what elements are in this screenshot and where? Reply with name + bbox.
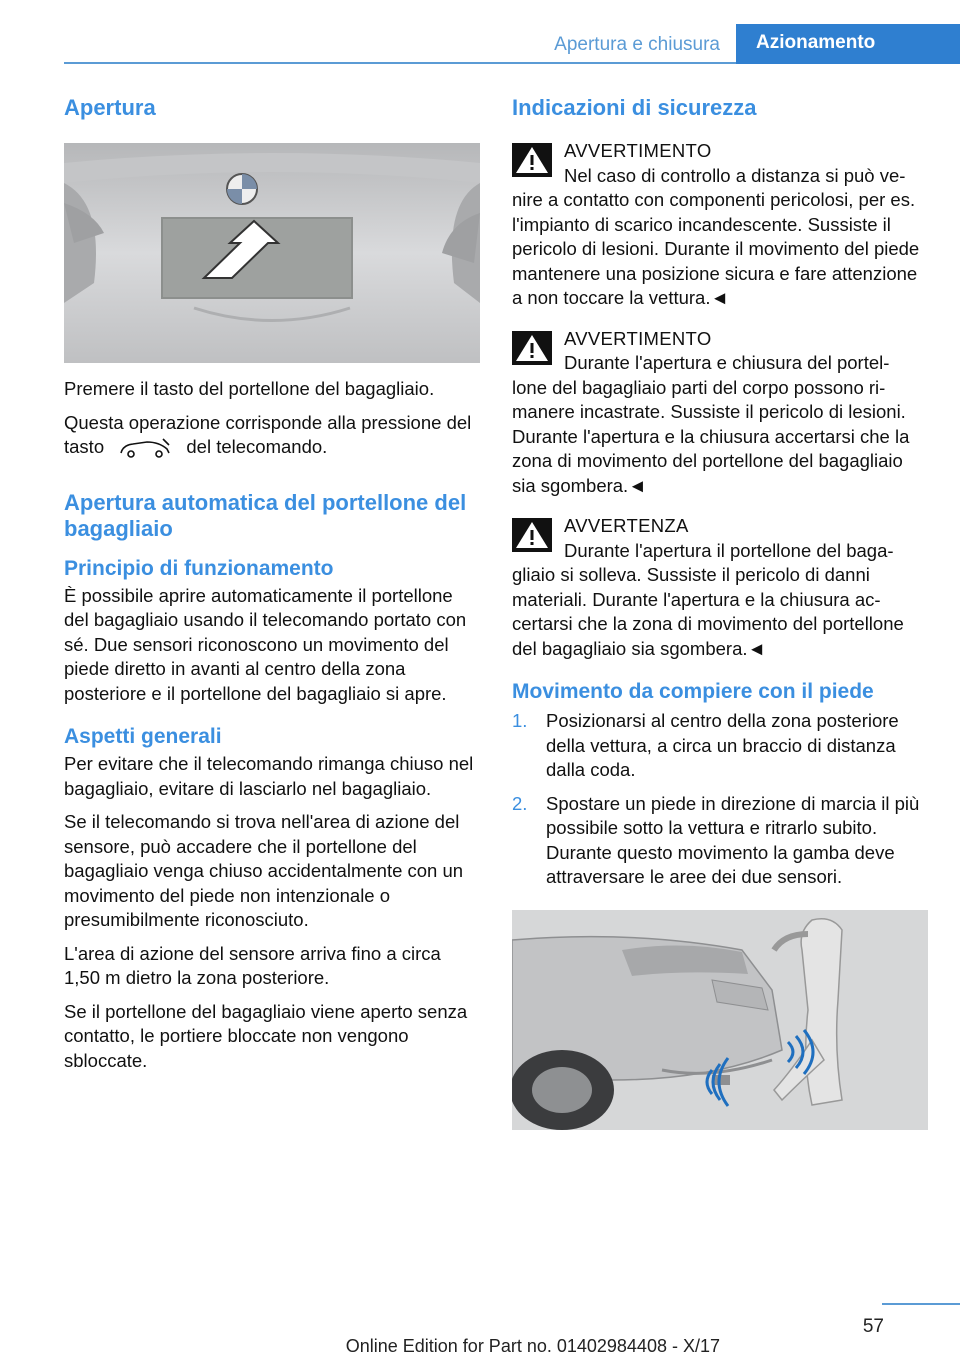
warning-title: AVVERTIMENTO	[564, 327, 712, 349]
header-chapter-tab: Azionamento	[736, 24, 960, 64]
para-remote-text-before: Questa operazione corrisponde alla pressione del tasto	[64, 411, 472, 457]
warning-body: gliaio si solleva. Sussiste il pericolo di danni materiali. Durante l'apertura e la chiusura accertarsi che la zona di movimento del portellone del bagagliaio sia sgombera.◄	[512, 564, 904, 659]
warning-block-3	[512, 514, 928, 661]
heading-safety: Indicazioni di sicurezza	[512, 95, 757, 120]
warning-triangle-icon	[512, 143, 552, 177]
heading-foot-movement: Movimento da compiere con il piede	[512, 680, 874, 703]
para-remote-warning: Per evitare che il telecomando rimanga chiuso nel bagagliaio, evitare di lasciarlo nel bagagliaio.	[64, 753, 474, 799]
heading-general-aspects: Aspetti generali	[64, 725, 222, 748]
tailgate-photo	[64, 143, 480, 363]
page-number: 57	[862, 1316, 884, 1337]
warning-first-line: Nel caso di controllo a distanza si può ve-	[564, 164, 906, 186]
warning-triangle-icon	[512, 331, 552, 365]
footer-rule	[882, 1303, 960, 1305]
warning-block-2	[512, 327, 928, 499]
header-section-title: Apertura e chiusura	[554, 34, 720, 55]
warning-triangle-icon	[512, 518, 552, 552]
list-item	[512, 792, 928, 890]
warning-title: AVVERTENZA	[564, 515, 689, 536]
warning-first-line: Durante l'apertura il portellone del baga-	[564, 539, 894, 561]
heading-automatic-opening: Apertura automatica del portellone del bagagliaio	[64, 489, 467, 541]
list-item	[512, 709, 928, 783]
car-tailgate-icon	[117, 437, 173, 459]
heading-apertura: Apertura	[64, 95, 156, 120]
right-column	[512, 95, 928, 1130]
warning-first-line: Durante l'apertura e chiusura del portel-	[564, 352, 890, 373]
para-doors-locked: Se il portellone del bagagliaio viene aperto senza contatto, le portiere bloccate non vengono sbloccate.	[64, 1000, 468, 1071]
para-remote-equivalent	[64, 411, 480, 460]
para-sensor-area: Se il telecomando si trova nell'area di azione del sensore, può accadere che il portellone del bagagliaio venga chiuso accidentalmente con un movimento del piede non intenzionale o presumibilmente riconosciuto.	[64, 811, 464, 930]
foot-gesture-illustration	[512, 910, 928, 1130]
warning-title: AVVERTIMENTO	[564, 140, 712, 161]
left-column	[64, 95, 480, 1073]
list-text: Posizionarsi al centro della zona posteriore della vettura, a circa un braccio di distanza dalla coda.	[546, 710, 899, 780]
list-number: 1.	[512, 710, 528, 731]
list-number: 2.	[512, 792, 528, 814]
edition-note: Online Edition for Part no. 01402984408 - X/17	[345, 1336, 720, 1356]
para-press-button: Premere il tasto del portellone del bagagliaio.	[64, 378, 435, 399]
warning-block-1	[512, 139, 928, 311]
heading-principle: Principio di funzionamento	[64, 556, 334, 580]
para-remote-text-after: del telecomando.	[186, 436, 328, 457]
warning-body: lone del bagagliaio parti del corpo possono rimanere incastrate. Sussiste il pericolo di lesioni. Durante l'apertura e la chiusura accertarsi che la zona di movimento del portellone del bagagliaio sia sgombera.◄	[512, 376, 910, 496]
para-sensor-range: L'area di azione del sensore arriva fino a circa 1,50 m dietro la zona posteriore.	[64, 942, 441, 988]
warning-body: nire a contatto con componenti pericolosi, per es. l'impianto di scarico incandescente. Sussiste il pericolo di lesioni. Durante il movimento del piede mantenere una posizione sicura e fare attenzione a non toccare la vettura.◄	[512, 189, 920, 308]
list-text: Spostare un piede in direzione di marcia il più possibile sotto la vettura e ritrarlo subito. Durante questo movimento la gamba deve attraversare le aree dei due sensori.	[546, 792, 920, 887]
para-principle: È possibile aprire automaticamente il portellone del bagagliaio usando il telecomando portato con sé. Due sensori riconoscono un movimento del piede diretto in avanti al centro della zona posteriore e il portellone del bagagliaio si apre.	[64, 584, 467, 704]
